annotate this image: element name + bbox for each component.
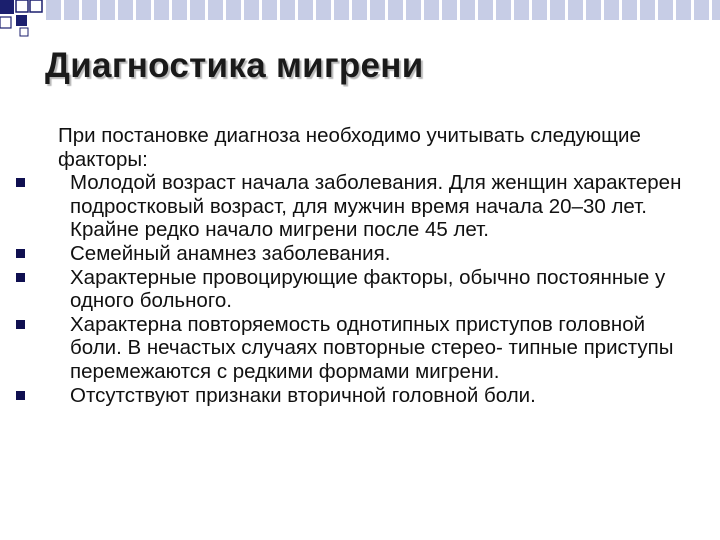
header-decoration [0,0,720,40]
list-item-text: Семейный анамнез заболевания. [70,241,391,265]
list-item-text: Характерна повторяемость однотипных приступов головной боли. В нечастых случаях повторные стерео- типные приступы перемежаются с редкими формами мигрени. [70,312,674,383]
list-item-text: Молодой возраст начала заболевания. Для женщин характерен подростковый возраст, для мужчин время начала 20–30 лет. Крайне редко начало мигрени после 45 лет. [70,171,682,242]
list-item [58,171,698,242]
list-item [58,242,698,266]
list-item [58,313,698,384]
decorative-grid-bar [46,0,720,20]
square-bullet-icon [16,391,25,400]
list-item [58,266,698,313]
list-item-text: Отсутствуют признаки вторичной головной боли. [70,383,536,407]
slide-body [58,124,698,407]
square-bullet-icon [16,178,25,187]
square-bullet-icon [16,273,25,282]
slide-title: Диагностика мигрени [45,46,424,85]
list-item [58,384,698,408]
square-bullet-icon [16,249,25,258]
intro-text: При постановке диагноза необходимо учитывать следующие факторы: [58,124,641,171]
square-bullet-icon [16,320,25,329]
decorative-squares [0,0,42,36]
list-item-text: Характерные провоцирующие факторы, обычно постоянные у одного больного. [70,265,666,313]
bullet-list [58,171,698,407]
